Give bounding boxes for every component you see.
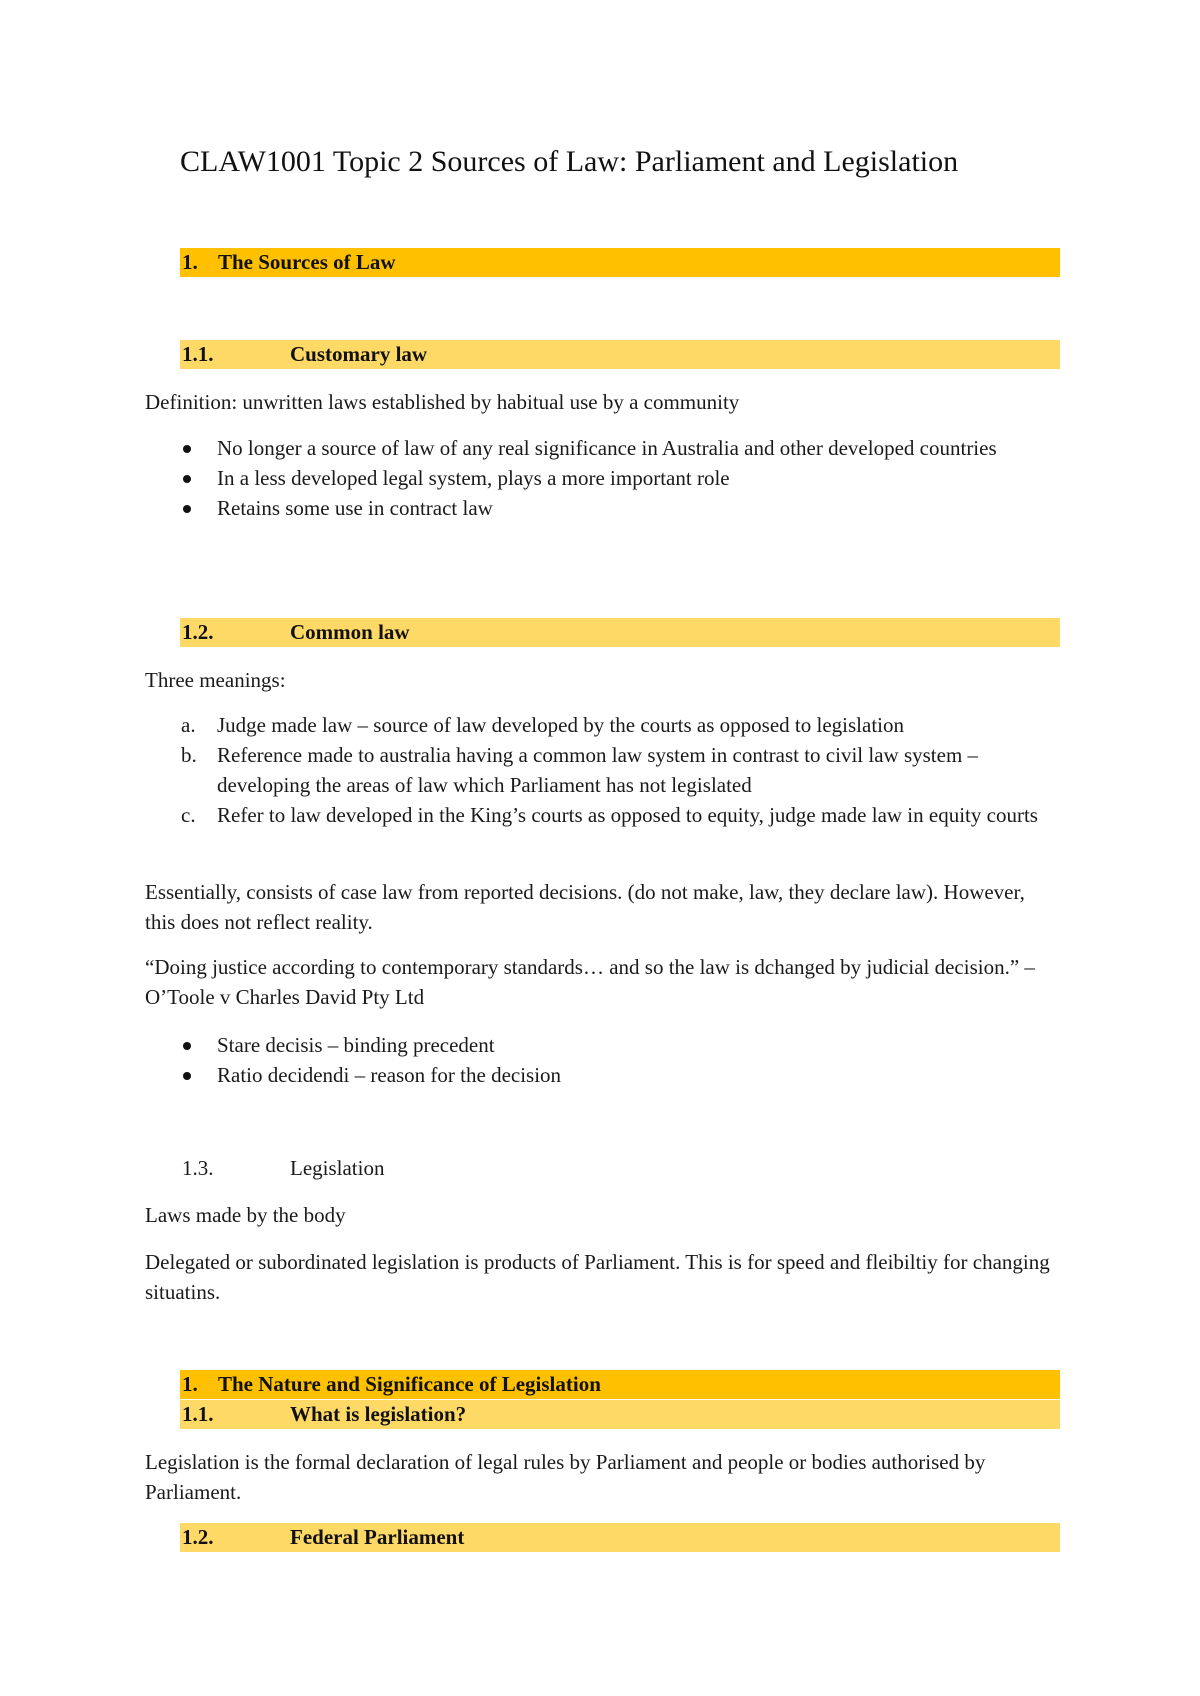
heading-federal-parliament <box>180 1523 1060 1552</box>
heading-text: Legislation <box>290 1156 385 1180</box>
heading-sources-of-law <box>180 248 1060 277</box>
list-letter: a. <box>181 713 196 737</box>
list-item: In a less developed legal system, plays a more important role <box>145 463 1055 493</box>
heading-legislation <box>180 1154 384 1183</box>
list-letter: b. <box>181 743 197 767</box>
list-item: No longer a source of law of any real significance in Australia and other developed countries <box>145 433 1055 463</box>
heading-what-is-legislation <box>180 1400 1060 1429</box>
list-item: a. Judge made law – source of law developed by the courts as opposed to legislation <box>145 710 1055 740</box>
heading-common-law <box>180 618 1060 647</box>
bullet-icon <box>183 1072 191 1080</box>
heading-nature-significance <box>180 1370 1060 1399</box>
heading-text: Federal Parliament <box>290 1525 465 1549</box>
heading-text: The Nature and Significance of Legislation <box>218 1372 601 1396</box>
common-law-intro: Three meanings: <box>145 668 286 692</box>
common-law-paragraph: Essentially, consists of case law from reported decisions. (do not make, law, they declare law). However, this does not reflect reality. <box>145 880 1025 934</box>
bullet-icon <box>183 505 191 513</box>
what-is-legislation-paragraph: Legislation is the formal declaration of legal rules by Parliament and people or bodies authorised by Parliament. <box>145 1450 986 1504</box>
customary-law-bullets <box>145 433 1055 523</box>
heading-customary-law <box>180 340 1060 369</box>
legislation-paragraph-1: Laws made by the body <box>145 1203 346 1227</box>
heading-number: 1. <box>182 1372 198 1396</box>
common-law-bullets <box>145 1030 1055 1090</box>
list-item: Retains some use in contract law <box>145 493 1055 523</box>
common-law-meanings <box>145 710 1055 830</box>
heading-text: The Sources of Law <box>218 250 396 274</box>
heading-number: 1.1. <box>182 342 214 366</box>
heading-number: 1.2. <box>182 620 214 644</box>
heading-text: Customary law <box>290 342 428 366</box>
common-law-quote: “Doing justice according to contemporary standards… and so the law is dchanged by judicial decision.” – O’Toole v Charles David Pty Ltd <box>145 955 1035 1009</box>
list-item: b. Reference made to australia having a common law system in contrast to civil law system – developing the areas of law which Parliament has not legislated <box>145 740 1055 800</box>
heading-text: Common law <box>290 620 410 644</box>
bullet-icon <box>183 475 191 483</box>
heading-number: 1.3. <box>182 1156 214 1180</box>
heading-number: 1. <box>182 250 198 274</box>
heading-number: 1.1. <box>182 1402 214 1426</box>
legislation-paragraph-2: Delegated or subordinated legislation is products of Parliament. This is for speed and fleibiltiy for changing situatins. <box>145 1250 1050 1304</box>
bullet-icon <box>183 445 191 453</box>
list-item: c. Refer to law developed in the King’s courts as opposed to equity, judge made law in equity courts <box>145 800 1055 830</box>
list-item: Stare decisis – binding precedent <box>145 1030 1055 1060</box>
heading-text: What is legislation? <box>290 1402 467 1426</box>
document-title: CLAW1001 Topic 2 Sources of Law: Parliament and Legislation <box>180 145 959 178</box>
list-letter: c. <box>181 803 196 827</box>
heading-number: 1.2. <box>182 1525 214 1549</box>
bullet-icon <box>183 1042 191 1050</box>
customary-law-definition: Definition: unwritten laws established by habitual use by a community <box>145 390 740 414</box>
list-item: Ratio decidendi – reason for the decision <box>145 1060 1055 1090</box>
